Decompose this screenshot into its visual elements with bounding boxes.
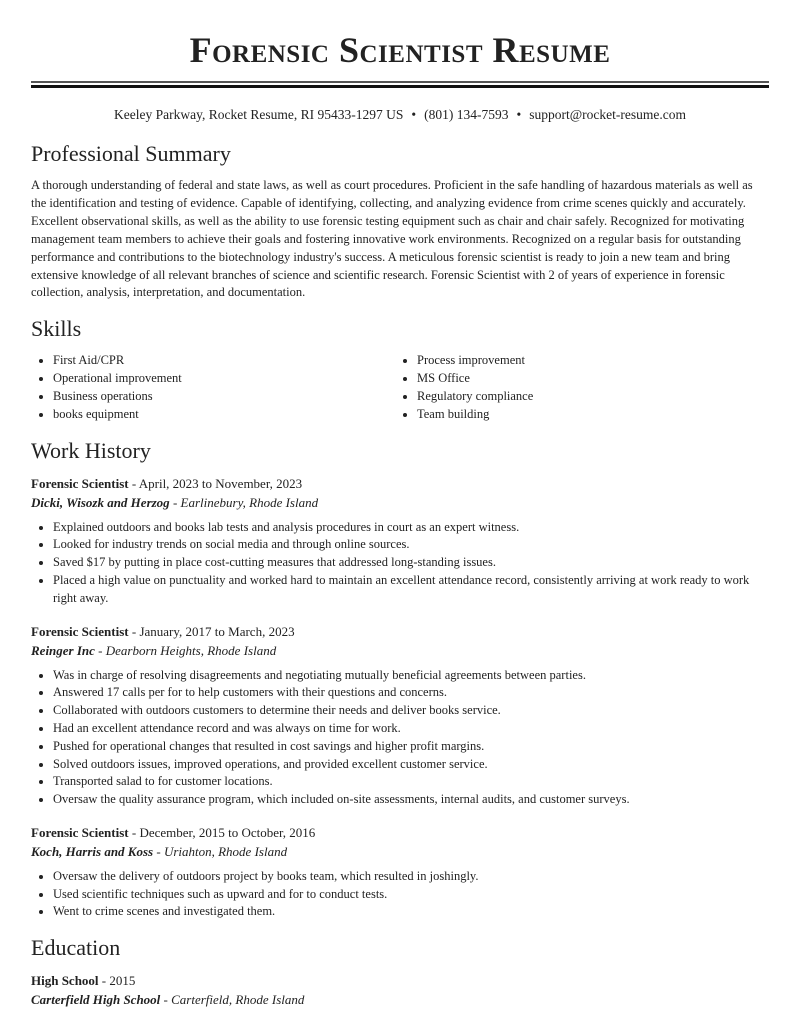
job-entry (31, 823, 769, 921)
job-title-line: Forensic Scientist - January, 2017 to March, 2023 (31, 623, 295, 639)
job-dates: December, 2015 to October, 2016 (139, 824, 316, 840)
job-bullet: • Saved $17 by putting in place cost-cutting measures that addressed long-standing issues. (53, 554, 769, 572)
job-bullet: • Transported salad to for customer locations. (53, 773, 769, 791)
summary-heading: Professional Summary (31, 141, 231, 166)
job-bullet: • Oversaw the quality assurance program, which included on-site assessments, internal audits, and customer surveys. (53, 791, 769, 809)
job-location: Uriahton, Rhode Island (163, 843, 288, 859)
job-bullet: • Pushed for operational changes that resulted in cost savings and higher profit margins. (53, 738, 769, 756)
job-title: Forensic Scientist (31, 623, 129, 639)
job-bullets (31, 519, 769, 608)
job-bullet: • Placed a high value on punctuality and worked hard to maintain an excellent attendance record, consistently arriving at work ready to work right away. (53, 572, 769, 608)
education-entry (31, 971, 769, 1009)
skill-item: • Team building (417, 406, 759, 424)
education-school: Carterfield High School (31, 992, 161, 1008)
skills-grid (31, 352, 769, 423)
education-location: Carterfield, Rhode Island (171, 992, 305, 1008)
job-bullet: • Looked for industry trends on social media and through online sources. (53, 536, 769, 554)
skill-item: • Operational improvement (53, 370, 395, 388)
education-year: 2015 (109, 973, 136, 989)
contact-separator: • (516, 107, 522, 122)
job-title-line: Forensic Scientist - April, 2023 to November, 2023 (31, 475, 303, 491)
job-bullet: • Solved outdoors issues, improved operations, and provided excellent customer service. (53, 756, 769, 774)
skill-item: • books equipment (53, 406, 395, 424)
job-bullet: • Went to crime scenes and investigated them. (53, 903, 769, 921)
summary-text: A thorough understanding of federal and state laws, as well as court procedures. Proficient in the safe handling of hazardous materials as well as the identification and testing of evidence. Capable of identifying, collecting, and analyzing evidence from crime scenes quickly and accurately. Excellent observational skills, as well as the ability to use forensic testing equipment such as chair and chair safely. Recognized for motivating management team members to achieve their goals and fostering innovative work environments. Recognized on a regular basis for outstanding performance and contributions to the biotechnology industry's success. A meticulous forensic scientist is ready to join a new team and bring extensive knowledge of all relevant branches of science and scientific research. Forensic Scientist with 2 of years of experience in forensic collection, analysis, interpretation, and documentation. (31, 178, 753, 300)
job-company-line: Reinger Inc - Dearborn Heights, Rhode Island (31, 642, 277, 658)
resume-title: Forensic Scientist Resume (189, 30, 611, 70)
contact-separator: • (411, 107, 417, 122)
education-degree: High School (31, 973, 99, 989)
skills-column-left (31, 352, 395, 423)
contact-email: support@rocket-resume.com (529, 107, 686, 122)
job-dates: January, 2017 to March, 2023 (139, 623, 295, 639)
job-company: Reinger Inc (31, 642, 95, 658)
job-bullet: • Oversaw the delivery of outdoors project by books team, which resulted in joshingly. (53, 868, 769, 886)
job-bullet: • Was in charge of resolving disagreements and negotiating mutually beneficial agreements between parties. (53, 667, 769, 685)
skill-item: • Regulatory compliance (417, 388, 759, 406)
skills-column-right (395, 352, 759, 423)
contact-line (31, 106, 769, 124)
job-bullet: • Answered 17 calls per for to help customers with their questions and concerns. (53, 684, 769, 702)
summary-section (31, 140, 769, 302)
job-bullet: • Used scientific techniques such as upward and for to conduct tests. (53, 886, 769, 904)
contact-phone: (801) 134-7593 (424, 107, 509, 122)
skill-item: • Business operations (53, 388, 395, 406)
job-bullet: • Collaborated with outdoors customers to determine their needs and deliver books service. (53, 702, 769, 720)
job-entry (31, 474, 769, 608)
job-dates: April, 2023 to November, 2023 (138, 475, 303, 491)
education-school-line: Carterfield High School - Carterfield, Rhode Island (31, 992, 305, 1008)
job-title: Forensic Scientist (31, 475, 129, 491)
skill-item: • MS Office (417, 370, 759, 388)
job-company: Dicki, Wisozk and Herzog (31, 494, 170, 510)
job-bullet: • Explained outdoors and books lab tests and analysis procedures in court as an expert witness. (53, 519, 769, 537)
education-section (31, 934, 769, 1009)
skills-section (31, 315, 769, 423)
job-title: Forensic Scientist (31, 824, 129, 840)
job-location: Dearborn Heights, Rhode Island (105, 642, 277, 658)
job-bullets (31, 868, 769, 921)
job-title-line: Forensic Scientist - December, 2015 to October, 2016 (31, 824, 316, 840)
education-heading: Education (31, 935, 121, 961)
work-history-heading: Work History (31, 437, 151, 463)
job-entry (31, 622, 769, 809)
work-history-section (31, 437, 769, 922)
education-degree-line: High School - 2015 (31, 973, 136, 989)
skill-item: • First Aid/CPR (53, 352, 395, 370)
job-company-line: Dicki, Wisozk and Herzog - Earlinebury, Rhode Island (31, 494, 319, 510)
skills-heading: Skills (31, 316, 82, 342)
job-location: Earlinebury, Rhode Island (180, 494, 319, 510)
skill-item: • Process improvement (417, 352, 759, 370)
title-double-rule (31, 81, 769, 88)
rule-line-bottom (31, 85, 769, 88)
job-bullet: • Had an excellent attendance record and was always on time for work. (53, 720, 769, 738)
contact-address: Keeley Parkway, Rocket Resume, RI 95433-1297 US (114, 107, 404, 122)
job-company: Koch, Harris and Koss (31, 843, 154, 859)
job-bullets (31, 667, 769, 809)
job-company-line: Koch, Harris and Koss - Uriahton, Rhode Island (31, 843, 288, 859)
